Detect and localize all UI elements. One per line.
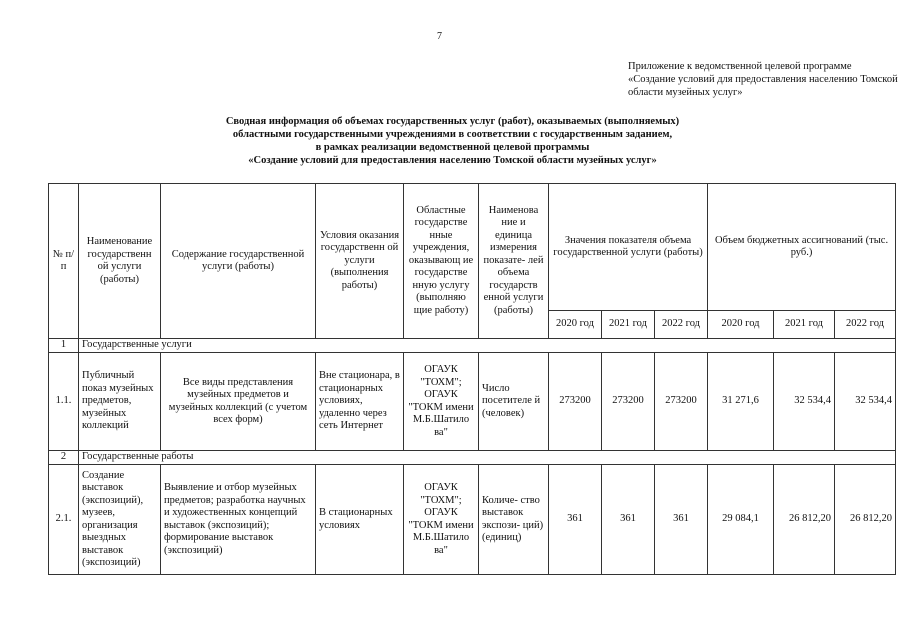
header-budget-year: 2022 год: [835, 311, 896, 339]
section-title: Государственные услуги: [79, 339, 404, 353]
row-institutions: ОГАУК "ТОХМ"; ОГАУК "ТОКМ имени М.Б.Шатило ва": [404, 465, 479, 575]
row-value: 273200: [549, 353, 602, 451]
section-num: 2: [49, 451, 79, 465]
header-service-name: Наименование государственн ой услуги (работы): [79, 184, 161, 339]
row-value: 361: [549, 465, 602, 575]
heading-line-2: областными государственными учреждениями в соответствии с государственным заданием,: [232, 129, 673, 140]
row-indicator: Число посетителе й (человек): [479, 353, 549, 451]
row-indicator: Количе- ство выставок экспози- ций) (единиц): [479, 465, 549, 575]
row-budget: 26 812,20: [835, 465, 896, 575]
page-number: 7: [437, 31, 442, 42]
header-budget-year: 2020 год: [708, 311, 774, 339]
table-row: [49, 353, 896, 451]
row-num: 1.1.: [49, 353, 79, 451]
header-row: [49, 184, 896, 311]
row-content: Выявление и отбор музейных предметов; разработка научных и художественных концепций выставок (экспозиций); формирование выставок (экспозиций): [161, 465, 316, 575]
row-value: 273200: [602, 353, 655, 451]
section-row: [49, 339, 896, 353]
services-table: [48, 183, 896, 575]
header-value-year: 2022 год: [655, 311, 708, 339]
row-budget: 26 812,20: [774, 465, 835, 575]
row-conditions: В стационарных условиях: [316, 465, 404, 575]
appendix-line-1: Приложение к ведомственной целевой программе: [628, 61, 852, 72]
row-value: 273200: [655, 353, 708, 451]
header-value-year: 2020 год: [549, 311, 602, 339]
row-budget: 32 534,4: [774, 353, 835, 451]
section-num: 1: [49, 339, 79, 353]
row-budget: 29 084,1: [708, 465, 774, 575]
row-budget: 32 534,4: [835, 353, 896, 451]
heading-line-4: «Создание условий для предоставления населению Томской области музейных услуг»: [248, 155, 657, 166]
header-institutions: Областные государстве нные учреждения, оказывающ ие государстве нную услугу (выполняю щие работу): [404, 184, 479, 339]
appendix-line-2: «Создание условий для предоставления населению Томской: [628, 74, 898, 85]
row-institutions: ОГАУК "ТОХМ"; ОГАУК "ТОКМ имени М.Б.Шатило ва": [404, 353, 479, 451]
header-budget-year: 2021 год: [774, 311, 835, 339]
appendix-line-3: области музейных услуг»: [628, 87, 743, 98]
heading-line-3: в рамках реализации ведомственной целевой программы: [315, 142, 590, 153]
header-budget-group: Объем бюджетных ассигнований (тыс. руб.): [708, 184, 896, 311]
header-conditions: Условия оказания государственн ой услуги (выполнения работы): [316, 184, 404, 339]
section-row: [49, 451, 896, 465]
row-content: Все виды представления музейных предметов и музейных коллекций (с учетом всех форм): [161, 353, 316, 451]
section-title: Государственные работы: [79, 451, 404, 465]
header-indicator: Наименова ние и единица измерения показате- лей объема государств енной услуги (работы): [479, 184, 549, 339]
row-value: 361: [655, 465, 708, 575]
row-num: 2.1.: [49, 465, 79, 575]
appendix-note: [628, 60, 898, 99]
row-value: 361: [602, 465, 655, 575]
row-service-name: Публичный показ музейных предметов, музейных коллекций: [79, 353, 161, 451]
table-row: [49, 465, 896, 575]
header-values-group: Значения показателя объема государственной услуги (работы): [549, 184, 708, 311]
header-value-year: 2021 год: [602, 311, 655, 339]
header-content: Содержание государственной услуги (работы): [161, 184, 316, 339]
row-conditions: Вне стационара, в стационарных условиях, удаленно через сеть Интернет: [316, 353, 404, 451]
row-budget: 31 271,6: [708, 353, 774, 451]
row-service-name: Создание выставок (экспозиций), музеев, организация выездных выставок (экспозиций): [79, 465, 161, 575]
document-heading: [0, 115, 905, 167]
heading-line-1: Сводная информация об объемах государственных услуг (работ), оказываемых (выполняемых): [225, 116, 680, 127]
header-num: № п/п: [49, 184, 79, 339]
